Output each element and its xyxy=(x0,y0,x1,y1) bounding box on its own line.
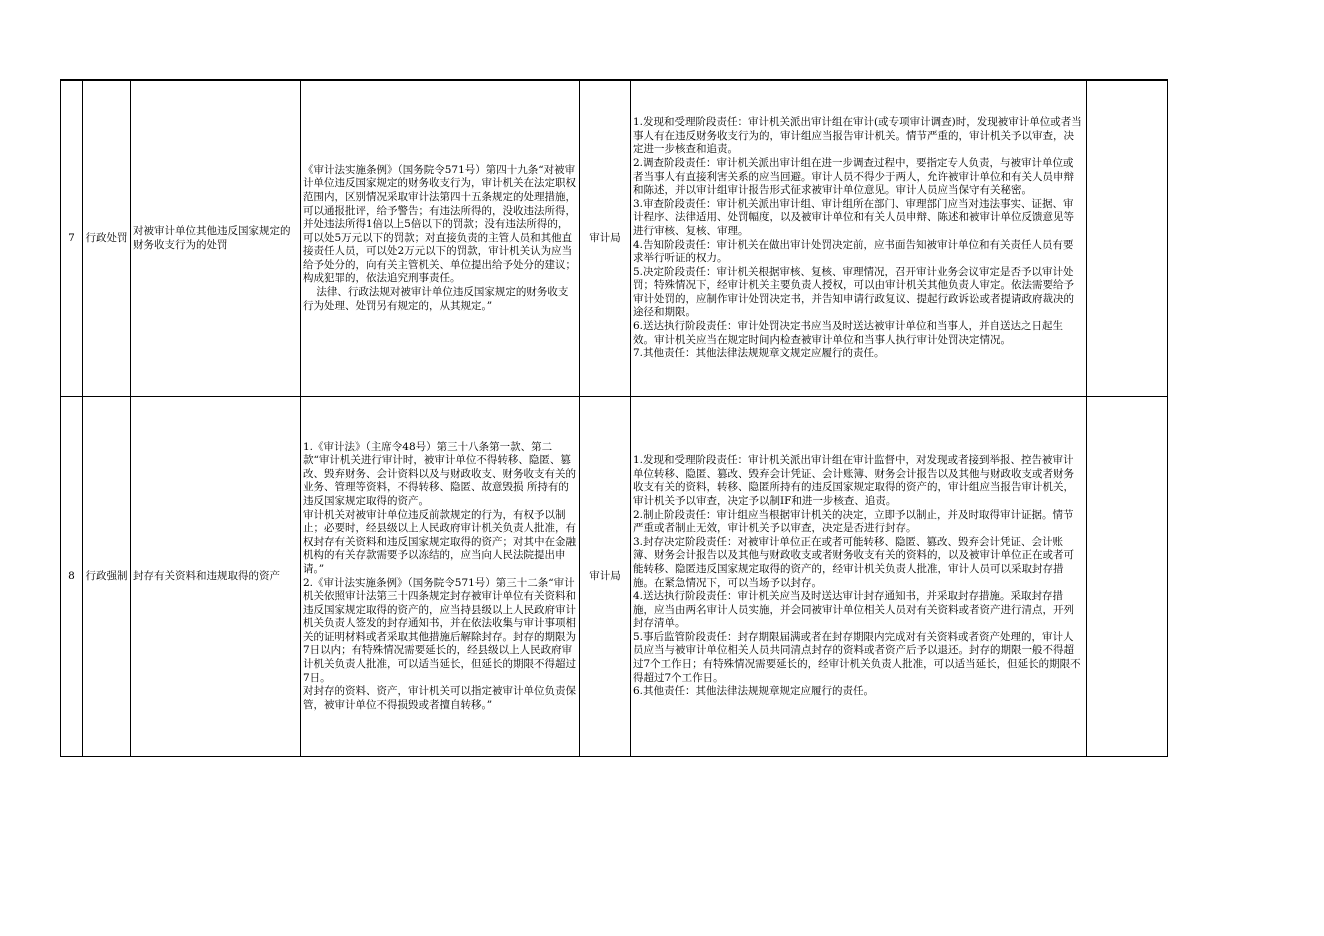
duty-item: 3.审查阶段责任：审计机关派出审计组、审计组所在部门、审理部门应当对违法事实、证据、审计程序、法律适用、处罚幅度，以及被审计单位和有关人员申辩、陈述和被审计单位反馈意见等进行审核、复核、审理。 xyxy=(633,197,1074,237)
power-name: 封存有关资料和违规取得的资产 xyxy=(131,397,301,757)
power-name: 对被审计单位其他违反国家规定的财务收支行为的处罚 xyxy=(131,80,301,397)
responsibility-table xyxy=(60,79,1168,757)
power-type: 行政强制 xyxy=(83,397,131,757)
duty-item: 7.其他责任：其他法律法规规章文规定应履行的责任。 xyxy=(633,347,885,360)
remark xyxy=(1087,397,1168,757)
duty-item: 1.发现和受理阶段责任：审计机关派出审计组在审计监督中，对发现或者接到举报、控告被审计单位转移、隐匿、篡改、毁弃会计凭证、会计账簿、财务会计报告以及其他与财政收支或者财务收支有关的资料，转移、隐匿所持有的违反国家规定取得的资产的，审计组应当报告审计机关，审计机关予以审查，决定予以制IF和进一步核查、追责。 xyxy=(633,454,1074,507)
duty-item: 3.封存决定阶段责任：对被审计单位正在或者可能转移、隐匿、篡改、毁弃会计凭证、会计账簿、财务会计报告以及其他与财政收支或者财务收支有关的资料的，以及被审计单位正在或者可能转移、隐匿违反国家规定取得的资产的，经审计机关负责人批准，审计人员可以采取封存措施。在紧急情况下，可以当场予以封存。 xyxy=(633,535,1074,589)
row-number: 8 xyxy=(61,397,83,757)
legal-basis: 1.《审计法》（主席令48号）第三十八条第一款、第二款“审计机关进行审计时，被审计单位不得转移、隐匿、篡改、毁弃财务、会计资料以及与财政收支、财务收支有关的业务、管理等资料，不得转移、隐匿、故意毁损 所持有的违反国家规定取得的资产。 审计机关对被审计单位违反前款规定的行为，有权予以制止；必要时，经县级以上人民政府审计机关负责人批准，有权封存有关资料和违反国家规定取得的资产；对其中在金融机构的有关存款需要予以冻结的，应当向人民法院提出申请。” 2.《审计法实施条例》（国务院令571号）第三十二条“审计机关依照审计法第三十四条规定封存被审计单位有关资料和违反国家规定取得的资产的，应当持县级以上人民政府审计机关负责人签发的封存通知书，并在依法收集与审计事项相关的证明材料或者采取其他措施后解除封存。封存的期限为7日以内；有特殊情况需要延长的，经县级以上人民政府审计机关负责人批准，可以适当延长，但延长的期限不得超过7日。 对封存的资料、资产，审计机关可以指定被审计单位负责保管，被审计单位不得损毁或者擅自转移。” xyxy=(301,397,580,757)
department: 审计局 xyxy=(580,397,631,757)
duty-list xyxy=(631,397,1087,757)
duty-item: 4.告知阶段责任：审计机关在做出审计处罚决定前，应书面告知被审计单位和有关责任人员有要求举行听证的权力。 xyxy=(633,238,1074,265)
department: 审计局 xyxy=(580,80,631,397)
duty-item: 1.发现和受理阶段责任：审计机关派出审计组在审计(或专项审计调查)时，发现被审计单位或者当事人有在违反财务收支行为的，审计组应当报告审计机关。情节严重的，审计机关予以审查，决定进一步核查和追责。 xyxy=(633,116,1082,156)
table-row xyxy=(61,397,1168,757)
duty-item: 4.送达执行阶段责任：审计机关应当及时送达审计封存通知书，并采取封存措施。采取封存措施，应当由两名审计人员实施，并会同被审计单位相关人员对有关资料或者资产进行清点，开列封存清单。 xyxy=(633,590,1074,630)
power-type: 行政处罚 xyxy=(83,80,131,397)
remark xyxy=(1087,80,1168,397)
legal-basis: 《审计法实施条例》（国务院令571号）第四十九条“对被审计单位违反国家规定的财务收支行为，审计机关在法定职权范围内，区别情况采取审计法第四十五条规定的处理措施，可以通报批评，给予警告；有违法所得的，没收违法所得，并处违法所得1倍以上5倍以下的罚款；没有违法所得的，可以处5万元以下的罚款；对直接负责的主管人员和其他直接责任人员，可以处2万元以下的罚款，审计机关认为应当给予处分的，向有关主管机关、单位提出给予处分的建议；构成犯罪的，依法追究刑事责任。 法律、行政法规对被审计单位违反国家规定的财务收支行为处理、处罚另有规定的，从其规定。” xyxy=(301,80,580,397)
duty-item: 2.调查阶段责任：审计机关派出审计组在进一步调查过程中，要指定专人负责，与被审计单位或者当事人有直接利害关系的应当回避。审计人员不得少于两人，允许被审计单位和有关人员申辩和陈述，并以审计组审计报告形式征求被审计单位意见。审计人员应当保守有关秘密。 xyxy=(633,156,1074,197)
duty-item: 6.送达执行阶段责任：审计处罚决定书应当及时送达被审计单位和当事人，并自送达之日起生效。审计机关应当在规定时间内检查被审计单位和当事人执行审计处罚决定情况。 xyxy=(633,320,1064,346)
row-number: 7 xyxy=(61,80,83,397)
duty-item: 2.制止阶段责任：审计组应当根据审计机关的决定，立即予以制止，并及时取得审计证据。情节严重或者制止无效，审计机关予以审查，决定是否进行封存。 xyxy=(633,508,1074,535)
duty-item: 5.决定阶段责任：审计机关根据审核、复核、审理情况，召开审计业务会议审定是否予以审计处罚；特殊情况下，经审计机关主要负责人授权，可以由审计机关其他负责人审定。依法需要给予审计处罚的，应制作审计处罚决定书，并告知申请行政复议、提起行政诉讼或者提请政府裁决的途径和期限。 xyxy=(633,265,1074,319)
duty-list xyxy=(631,80,1087,397)
table-row xyxy=(61,80,1168,397)
duty-item: 5.事后监管阶段责任：封存期限届满或者在封存期限内完成对有关资料或者资产处理的，审计人员应当与被审计单位相关人员共同清点封存的资料或者资产后予以退还。封存的期限一般不得超过7个工作日；有特殊情况需要延长的，经审计机关负责人批准，可以适当延长，但延长的期限不得超过7个工作日。 xyxy=(633,630,1081,684)
duty-item: 6.其他责任：其他法律法规规章规定应履行的责任。 xyxy=(633,685,875,698)
